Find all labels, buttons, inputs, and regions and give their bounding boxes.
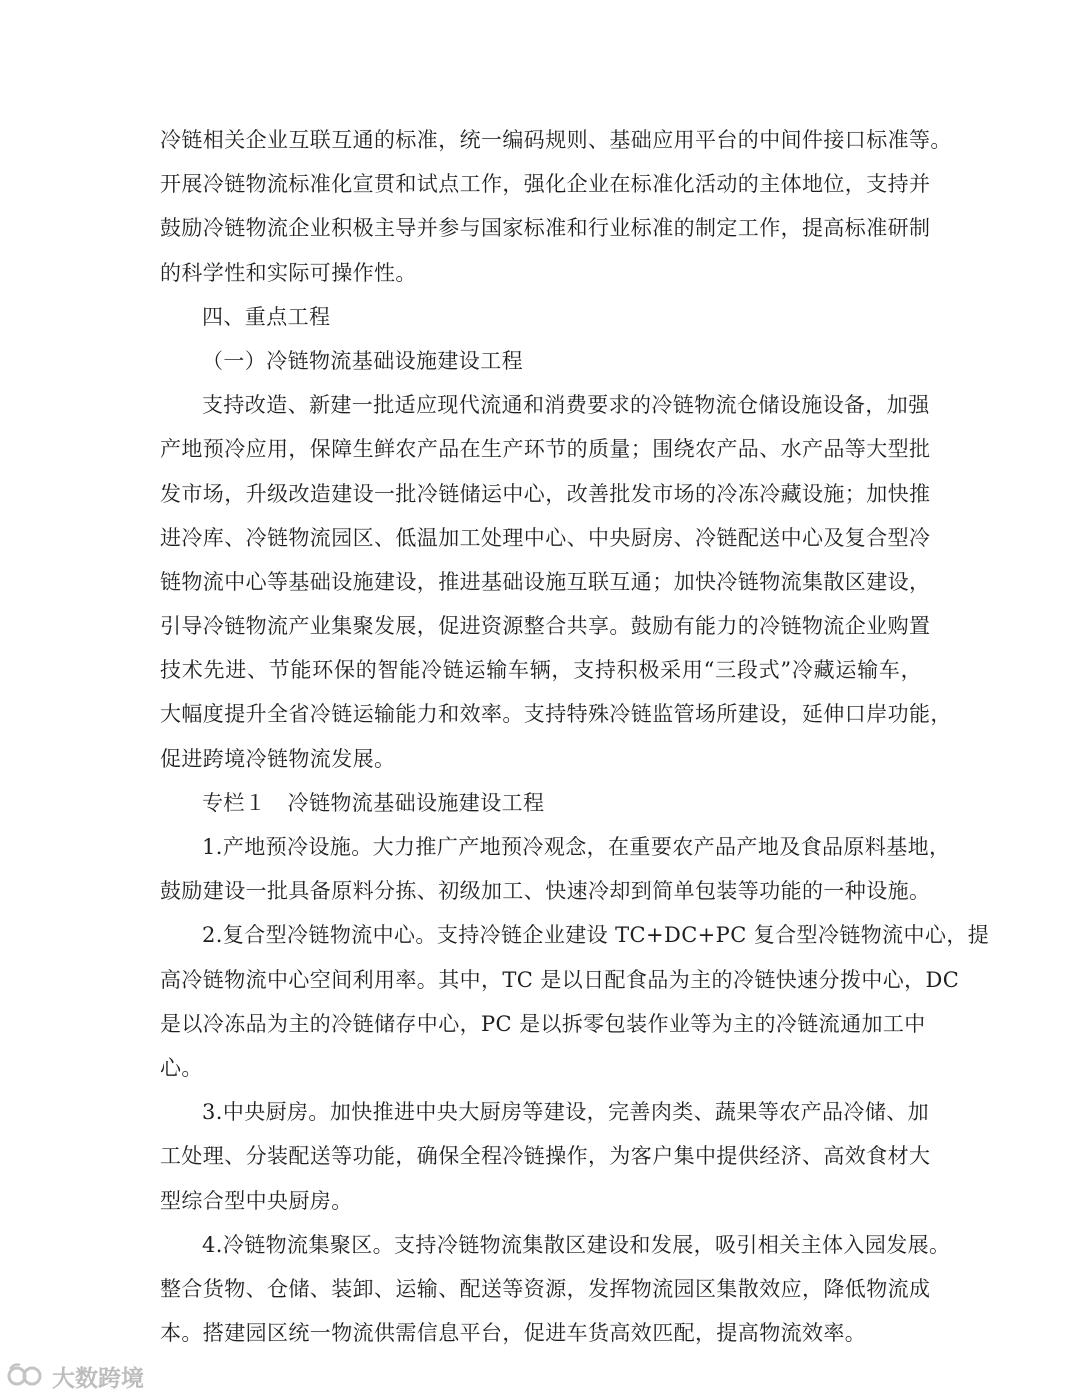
text-line: 开展冷链物流标准化宣贯和试点工作，强化企业在标准化活动的主体地位，支持并 [160, 172, 931, 197]
text-line: 2.复合型冷链物流中心。支持冷链企业建设 TC+DC+PC 复合型冷链物流中心，提 [202, 923, 990, 948]
text-line: 心。 [160, 1055, 203, 1080]
text-line: （一）冷链物流基础设施建设工程 [202, 348, 523, 373]
text-line: 技术先进、节能环保的智能冷链运输车辆，支持积极采用“三段式”冷藏运输车， [160, 658, 922, 683]
watermark [6, 1360, 144, 1392]
document-body [160, 118, 990, 1355]
text-line: 高冷链物流中心空间利用率。其中，TC 是以日配食品为主的冷链快速分拨中心，DC [160, 967, 960, 992]
text-line: 1.产地预冷设施。大力推广产地预冷观念，在重要农产品产地及食品原料基地， [202, 835, 951, 859]
text-line: 大幅度提升全省冷链运输能力和效率。支持特殊冷链监管场所建设，延伸口岸功能， [160, 702, 952, 727]
text-line: 进冷库、冷链物流园区、低温加工处理中心、中央厨房、冷链配送中心及复合型冷 [160, 525, 931, 550]
text-line: 鼓励冷链物流企业积极主导并参与国家标准和行业标准的制定工作，提高标准研制 [160, 216, 931, 241]
text-line: 促进跨境冷链物流发展。 [160, 746, 396, 771]
text-line: 四、重点工程 [202, 304, 331, 329]
document-page [160, 118, 990, 1355]
text-line: 链物流中心等基础设施建设，推进基础设施互联互通；加快冷链物流集散区建设， [160, 569, 931, 594]
text-line: 的科学性和实际可操作性。 [160, 260, 417, 285]
watermark-text: 大数跨境 [52, 1365, 144, 1392]
text-line: 是以冷冻品为主的冷链储存中心，PC 是以拆零包装作业等为主的冷链流通加工中 [160, 1011, 926, 1036]
text-line: 本。搭建园区统一物流供需信息平台，促进车货高效匹配，提高物流效率。 [160, 1321, 867, 1346]
text-line: 发市场，升级改造建设一批冷链储运中心，改善批发市场的冷冻冷藏设施；加快推 [160, 481, 931, 506]
text-line: 4.冷链物流集聚区。支持冷链物流集散区建设和发展，吸引相关主体入园发展。 [202, 1232, 951, 1257]
text-line: 专栏１ 冷链物流基础设施建设工程 [202, 790, 545, 815]
text-line: 鼓励建设一批具备原料分拣、初级加工、快速冷却到简单包装等功能的一种设施。 [160, 879, 931, 904]
text-line: 3.中央厨房。加快推进中央大厨房等建设，完善肉类、蔬果等农产品冷储、加 [202, 1100, 930, 1125]
text-line: 产地预冷应用，保障生鲜农产品在生产环节的质量；围绕农产品、水产品等大型批 [160, 437, 931, 462]
text-line: 整合货物、仓储、装卸、运输、配送等资源，发挥物流园区集散效应，降低物流成 [160, 1276, 931, 1301]
brand-logo-icon [6, 1361, 46, 1391]
text-line: 冷链相关企业互联互通的标准，统一编码规则、基础应用平台的中间件接口标准等。 [160, 128, 952, 152]
text-line: 工处理、分装配送等功能，确保全程冷链操作，为客户集中提供经济、高效食材大 [160, 1144, 931, 1169]
text-line: 引导冷链物流产业集聚发展，促进资源整合共享。鼓励有能力的冷链物流企业购置 [160, 614, 931, 639]
text-line: 支持改造、新建一批适应现代流通和消费要求的冷链物流仓储设施设备，加强 [202, 393, 930, 418]
text-line: 型综合型中央厨房。 [160, 1188, 353, 1213]
